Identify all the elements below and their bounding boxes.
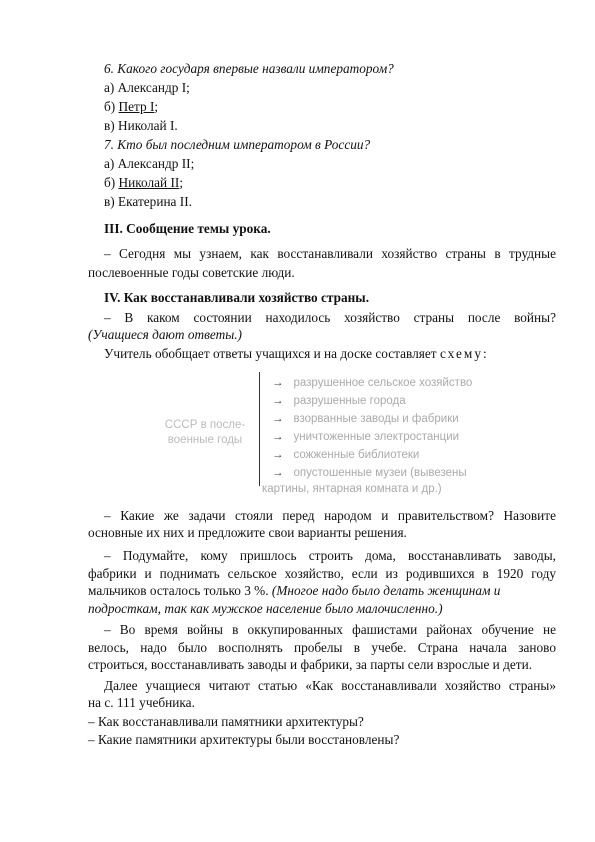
think-text-line4: подросткам, так как мужское население было малочисленно.) [88, 601, 443, 616]
scheme-item [272, 376, 522, 391]
q6-option-b-suffix: ; [154, 99, 159, 114]
scheme-brace-line [259, 372, 260, 486]
q7-option-b-suffix: ; [179, 175, 184, 190]
read-text-line2: на с. 111 учебника. [88, 695, 195, 710]
scheme-item-continuation: картины, янтарная комната и др.) [262, 483, 442, 495]
think-text-line3 [88, 582, 556, 599]
think-text-italic: (Многое надо было делать женщинам и [271, 583, 501, 598]
question-6: 6. Какого государя впервые назвали императором? [104, 61, 394, 76]
scheme-intro-word: схему [439, 346, 483, 361]
final-question-1: – Как восстанавливали памятники архитектуры? [88, 714, 364, 729]
section-3-text-line1: – Сегодня мы узнаем, как восстанавливали хозяйство страны в трудные [104, 246, 556, 261]
scheme-item [272, 394, 522, 409]
think-text-plain: мальчиков осталось только 3 %. [88, 583, 272, 598]
section-4-heading: IV. Как восстанавливали хозяйство страны. [104, 290, 370, 305]
scheme-item [272, 430, 522, 445]
scheme-item-label: опустошенные музеи (вывезены [293, 467, 467, 479]
scheme-item [272, 466, 522, 481]
q6-option-b-prefix: б) [104, 99, 119, 114]
war-text-line2: велось, надо было восполнять пробелы в учебе. Страна начала заново [88, 640, 556, 655]
tasks-text-line2: основные их них и предложите свои варианты решения. [88, 525, 407, 540]
scheme-root-line1: СССР в после- [164, 419, 246, 431]
arrow-right-icon: → [272, 413, 284, 425]
war-text-line1: – Во время войны в оккупированных фашистами районах обучение не [104, 622, 556, 637]
q7-option-b-prefix: б) [104, 175, 119, 190]
think-text-line2: фабрики и поднимать сельское хозяйство, если из родившихся в 1920 году [88, 566, 556, 581]
arrow-right-icon: → [272, 449, 284, 461]
section-4-text-line2: (Учащиеся дают ответы.) [88, 327, 242, 342]
section-4-scheme-intro [104, 345, 556, 362]
scheme-intro-suffix: : [482, 346, 487, 361]
scheme-item [272, 412, 522, 427]
tasks-text-line1: – Какие же задачи стояли перед народом и правительством? Назовите [104, 508, 556, 523]
q7-option-c: в) Екатерина II. [104, 194, 192, 209]
q6-option-a: а) Александр I; [104, 80, 190, 95]
q6-option-c: в) Николай I. [104, 118, 178, 133]
section-3-heading: III. Сообщение темы урока. [104, 221, 271, 236]
scheme-item-label: уничтоженные электростанции [293, 431, 460, 443]
scheme-item-label: разрушенные города [293, 395, 406, 407]
read-text-line1: Далее учащиеся читают статью «Как восстанавливали хозяйство страны» [104, 678, 556, 693]
q6-option-b [104, 98, 556, 115]
scheme-item-label: взорванные заводы и фабрики [293, 413, 459, 425]
think-text-line1: – Подумайте, кому пришлось строить дома, восстанавливать заводы, [104, 548, 556, 563]
arrow-right-icon: → [272, 395, 284, 407]
section-3-text-line2: послевоенные годы советские люди. [88, 265, 295, 280]
scheme-item-label: сожженные библиотеки [293, 449, 420, 461]
scheme-intro-prefix: Учитель обобщает ответы учащихся и на доске составляет [104, 346, 440, 361]
war-text-line3: строиться, восстанавливать заводы и фабрики, за парты сели взрослые и дети. [88, 657, 533, 672]
question-7: 7. Кто был последним императором в России? [104, 137, 371, 152]
arrow-right-icon: → [272, 431, 284, 443]
scheme-root-line2: военные годы [167, 434, 243, 446]
arrow-right-icon: → [272, 377, 284, 389]
q7-option-a: а) Александр II; [104, 156, 195, 171]
q7-option-b [104, 174, 556, 191]
scheme-item [272, 448, 522, 463]
arrow-right-icon: → [272, 467, 284, 479]
scheme-root-label [150, 418, 260, 448]
q7-correct-answer: Николай II [118, 175, 180, 190]
scheme-item-label: разрушенное сельское хозяйство [293, 377, 473, 389]
section-4-text-line1: – В каком состоянии находилось хозяйство страны после войны? [104, 310, 556, 325]
q6-correct-answer: Петр I [118, 99, 155, 114]
final-question-2: – Какие памятники архитектуры были восстановлены? [88, 732, 400, 747]
